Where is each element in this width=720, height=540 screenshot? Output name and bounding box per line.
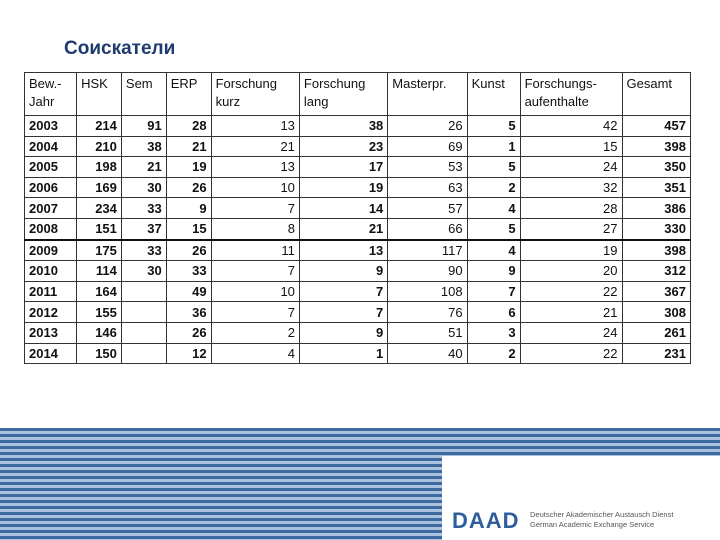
table-cell: 175 — [77, 240, 122, 261]
table-cell: 91 — [121, 116, 166, 137]
table-cell: 367 — [622, 281, 691, 302]
table-cell: 19 — [166, 157, 211, 178]
table-cell — [121, 322, 166, 343]
year-cell: 2014 — [25, 343, 77, 364]
table-cell: 8 — [211, 218, 299, 239]
column-header-line: Bew.- — [29, 76, 62, 91]
table-cell: 7 — [299, 302, 387, 323]
year-cell: 2005 — [25, 157, 77, 178]
table-cell: 12 — [166, 343, 211, 364]
table-cell: 1 — [299, 343, 387, 364]
column-header-line: HSK — [81, 76, 108, 91]
table-cell: 32 — [520, 177, 622, 198]
table-cell: 231 — [622, 343, 691, 364]
column-header — [622, 73, 691, 116]
table-cell: 33 — [121, 198, 166, 219]
column-header-line: Masterpr. — [392, 76, 447, 91]
table-cell — [121, 302, 166, 323]
column-header-line: kurz — [215, 94, 241, 109]
table-cell: 26 — [388, 116, 467, 137]
table-cell: 7 — [211, 302, 299, 323]
table-cell: 40 — [388, 343, 467, 364]
table-cell: 26 — [166, 240, 211, 261]
table-cell: 214 — [77, 116, 122, 137]
table-cell: 9 — [166, 198, 211, 219]
table-cell: 57 — [388, 198, 467, 219]
column-header-line: Kunst — [471, 76, 505, 91]
table-cell: 9 — [299, 322, 387, 343]
table-cell: 21 — [520, 302, 622, 323]
table-cell: 13 — [211, 116, 299, 137]
table-cell: 19 — [299, 177, 387, 198]
year-cell: 2008 — [25, 218, 77, 239]
table-cell: 53 — [388, 157, 467, 178]
table-cell: 21 — [166, 136, 211, 157]
table-cell: 38 — [121, 136, 166, 157]
table-cell: 49 — [166, 281, 211, 302]
column-header-line: Gesamt — [626, 76, 673, 91]
daad-subtitle-line-1: Deutscher Akademischer Austausch Dienst — [530, 510, 674, 519]
table-cell: 350 — [622, 157, 691, 178]
table-cell: 398 — [622, 240, 691, 261]
table-row — [25, 218, 691, 239]
table-row — [25, 116, 691, 137]
table-cell: 7 — [467, 281, 520, 302]
column-header-line: ERP — [170, 76, 198, 91]
table-cell: 66 — [388, 218, 467, 239]
table-cell: 4 — [467, 240, 520, 261]
table-cell: 6 — [467, 302, 520, 323]
daad-subtitle-line-2: German Academic Exchange Service — [530, 520, 655, 529]
table-cell: 330 — [622, 218, 691, 239]
table-cell: 10 — [211, 281, 299, 302]
column-header — [77, 73, 122, 116]
table-cell: 90 — [388, 261, 467, 282]
table-cell: 21 — [121, 157, 166, 178]
year-cell: 2010 — [25, 261, 77, 282]
table-cell: 11 — [211, 240, 299, 261]
table-cell: 21 — [211, 136, 299, 157]
table-cell: 23 — [299, 136, 387, 157]
table-cell: 108 — [388, 281, 467, 302]
table-row — [25, 157, 691, 178]
table-cell: 15 — [166, 218, 211, 239]
table-cell: 386 — [622, 198, 691, 219]
column-header — [467, 73, 520, 116]
table-cell: 5 — [467, 116, 520, 137]
table-cell: 117 — [388, 240, 467, 261]
table-cell: 114 — [77, 261, 122, 282]
table-cell: 17 — [299, 157, 387, 178]
table-row — [25, 198, 691, 219]
year-cell: 2007 — [25, 198, 77, 219]
daad-subtitle — [530, 510, 673, 530]
table-cell: 155 — [77, 302, 122, 323]
table-cell: 15 — [520, 136, 622, 157]
table-cell: 30 — [121, 177, 166, 198]
table-cell: 14 — [299, 198, 387, 219]
table-cell: 1 — [467, 136, 520, 157]
table-cell: 10 — [211, 177, 299, 198]
column-header-line: lang — [303, 94, 329, 109]
table-cell: 5 — [467, 157, 520, 178]
table-cell: 4 — [211, 343, 299, 364]
column-header-line: Sem — [125, 76, 153, 91]
table-cell: 24 — [520, 157, 622, 178]
table-cell: 151 — [77, 218, 122, 239]
table-cell: 351 — [622, 177, 691, 198]
table-cell: 169 — [77, 177, 122, 198]
table-cell: 26 — [166, 322, 211, 343]
table-cell: 308 — [622, 302, 691, 323]
table-cell: 312 — [622, 261, 691, 282]
table-cell: 30 — [121, 261, 166, 282]
table-cell: 76 — [388, 302, 467, 323]
column-header — [299, 73, 387, 116]
table-row — [25, 240, 691, 261]
year-cell: 2003 — [25, 116, 77, 137]
table-row — [25, 261, 691, 282]
table-cell: 21 — [299, 218, 387, 239]
table-cell: 37 — [121, 218, 166, 239]
table-cell: 33 — [166, 261, 211, 282]
table-cell: 7 — [211, 198, 299, 219]
year-cell: 2006 — [25, 177, 77, 198]
table-body — [25, 116, 691, 364]
column-header — [166, 73, 211, 116]
table-cell: 42 — [520, 116, 622, 137]
table-cell: 2 — [211, 322, 299, 343]
table-cell: 26 — [166, 177, 211, 198]
table-cell: 22 — [520, 343, 622, 364]
year-cell: 2011 — [25, 281, 77, 302]
table-cell: 28 — [520, 198, 622, 219]
table-cell: 51 — [388, 322, 467, 343]
table-cell: 3 — [467, 322, 520, 343]
table-cell: 38 — [299, 116, 387, 137]
table-cell: 33 — [121, 240, 166, 261]
table-cell: 9 — [467, 261, 520, 282]
table-cell: 27 — [520, 218, 622, 239]
table-cell — [121, 343, 166, 364]
table-cell: 164 — [77, 281, 122, 302]
table-cell — [121, 281, 166, 302]
column-header-line: aufenthalte — [524, 94, 589, 109]
column-header-line: Jahr — [29, 94, 55, 109]
column-header — [25, 73, 77, 116]
table-row — [25, 136, 691, 157]
column-header — [121, 73, 166, 116]
table-cell: 261 — [622, 322, 691, 343]
table-cell: 9 — [299, 261, 387, 282]
table-cell: 13 — [299, 240, 387, 261]
table-cell: 24 — [520, 322, 622, 343]
table-cell: 19 — [520, 240, 622, 261]
daad-logo: DAAD — [452, 508, 520, 533]
column-header — [211, 73, 299, 116]
slide-title: Соискатели — [64, 38, 176, 59]
table-cell: 22 — [520, 281, 622, 302]
year-cell: 2012 — [25, 302, 77, 323]
column-header — [388, 73, 467, 116]
column-header — [520, 73, 622, 116]
table-header-row — [25, 73, 691, 116]
column-header-line: Forschung — [303, 76, 366, 91]
table-cell: 69 — [388, 136, 467, 157]
table-cell: 150 — [77, 343, 122, 364]
column-header-line: Forschung — [215, 76, 277, 91]
table-cell: 2 — [467, 343, 520, 364]
table-row — [25, 322, 691, 343]
table-cell: 4 — [467, 198, 520, 219]
table-cell: 234 — [77, 198, 122, 219]
table-row — [25, 281, 691, 302]
table-cell: 28 — [166, 116, 211, 137]
table-cell: 5 — [467, 218, 520, 239]
table-row — [25, 343, 691, 364]
table-cell: 146 — [77, 322, 122, 343]
table-cell: 63 — [388, 177, 467, 198]
table-cell: 20 — [520, 261, 622, 282]
table-cell: 7 — [211, 261, 299, 282]
year-cell: 2009 — [25, 240, 77, 261]
year-cell: 2004 — [25, 136, 77, 157]
table-row — [25, 177, 691, 198]
table-cell: 13 — [211, 157, 299, 178]
table-cell: 7 — [299, 281, 387, 302]
table-cell: 210 — [77, 136, 122, 157]
table-cell: 398 — [622, 136, 691, 157]
table-cell: 2 — [467, 177, 520, 198]
year-cell: 2013 — [25, 322, 77, 343]
table-cell: 457 — [622, 116, 691, 137]
column-header-line: Forschungs- — [524, 76, 597, 91]
table-row — [25, 302, 691, 323]
applicants-table — [24, 72, 691, 364]
table-cell: 198 — [77, 157, 122, 178]
table-cell: 36 — [166, 302, 211, 323]
